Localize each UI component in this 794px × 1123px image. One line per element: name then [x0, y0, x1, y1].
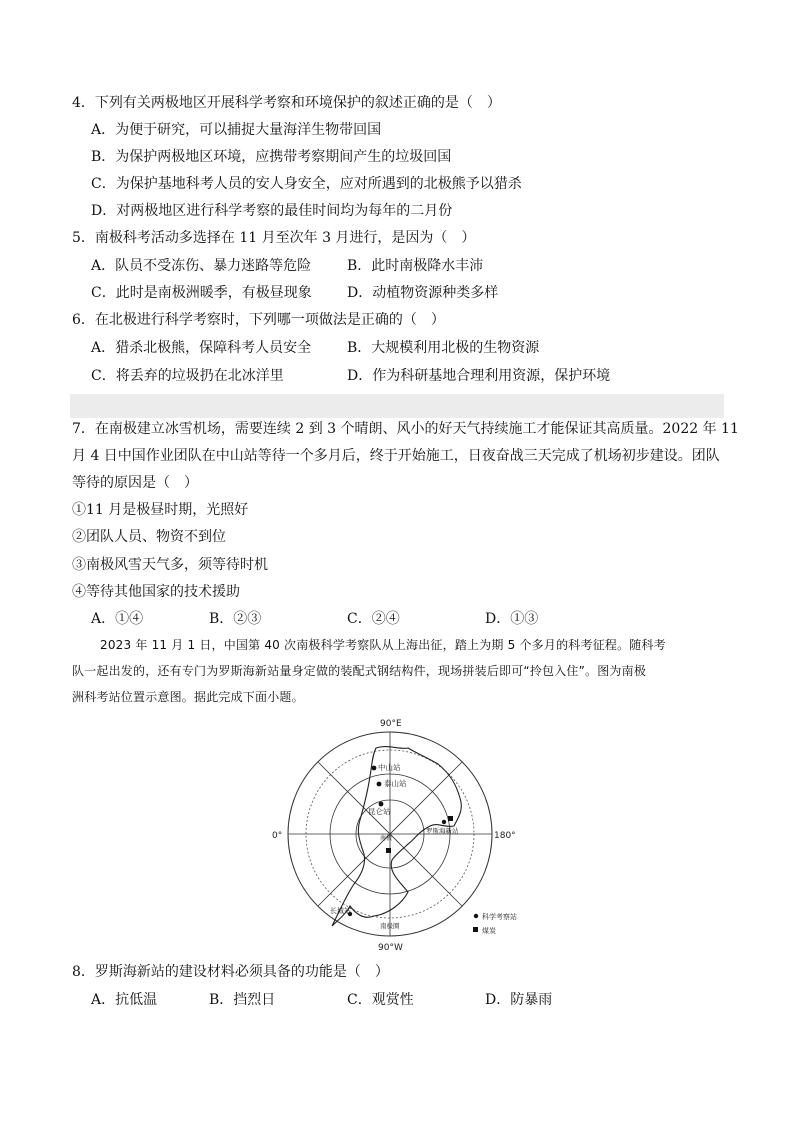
label-90e: 90°E [380, 719, 402, 729]
zhongshan-station-marker [372, 766, 377, 771]
luosihai-station-label: 罗斯海新站 [426, 827, 459, 835]
south-pole-label: 南极 [380, 835, 393, 842]
q7-option-b: B．②③ [209, 611, 262, 627]
passage-line-2: 队一起出发的，还有专门为罗斯海新站量身定做的装配式钢结构件，现场拼装后即可“拎包入住”。图为南极 [72, 664, 647, 678]
q6-option-d: D．作为科研基地合理利用资源，保护环境 [347, 368, 611, 384]
q7-option-a: A．①④ [91, 611, 144, 627]
kunlun-station-label: 昆仑站 [368, 807, 391, 816]
q5-stem: 5．南极科考活动多选择在 11 月至次年 3 月进行，是因为（ ） [72, 230, 476, 246]
legend-station-label: 科学考察站 [482, 913, 517, 921]
legend-station-icon [474, 914, 478, 918]
section-divider-band [70, 394, 724, 418]
q5-option-b: B．此时南极降水丰沛 [347, 258, 484, 274]
q6-stem: 6．在北极进行科学考察时，下列哪一项做法是正确的（ ） [72, 312, 445, 328]
label-90w: 90°W [378, 943, 403, 953]
q6-option-b: B．大规模利用北极的生物资源 [347, 340, 540, 356]
q8-option-c: C．观赏性 [347, 992, 414, 1008]
luosihai-station-marker [442, 820, 446, 824]
q8-option-b: B．挡烈日 [209, 992, 276, 1008]
q6-option-a: A．猎杀北极熊，保障科考人员安全 [91, 340, 312, 356]
q6-option-c: C．将丢弃的垃圾扔在北冰洋里 [91, 368, 284, 384]
q4-option-a: A．为便于研究，可以捕捉大量海洋生物带回国 [91, 122, 382, 138]
legend-coal-label: 煤炭 [482, 927, 496, 935]
q7-stem-line-3: 等待的原因是（ ） [72, 475, 198, 491]
q7-statement-1: ①11 月是极昼时期，光照好 [72, 502, 249, 518]
antarctic-circle-label: 南极圈 [380, 922, 400, 930]
passage-line-3: 洲科考站位置示意图。据此完成下面小题。 [72, 690, 304, 704]
antarctica-station-map [268, 714, 530, 962]
q4-option-d: D．对两极地区进行科学考察的最佳时间均为每年的二月份 [91, 203, 453, 219]
label-180: 180° [494, 831, 516, 841]
q7-stem-line-1: 7．在南极建立冰雪机场，需要连续 2 到 3 个晴朗、风小的好天气持续施工才能保证其高质量。2022 年 11 [72, 421, 739, 437]
q4-option-c: C．为保护基地科考人员的安人身安全，应对所遇到的北极熊予以猎杀 [91, 176, 522, 192]
q4-option-b: B．为保护两极地区环境，应携带考察期间产生的垃圾回国 [91, 149, 452, 165]
passage-line-1: 2023 年 11 月 1 日，中国第 40 次南极科学考察队从上海出征，踏上为期 5 个多月的科考征程。随科考 [100, 638, 666, 652]
legend-coal-icon [473, 927, 478, 932]
q5-option-d: D．动植物资源种类多样 [347, 285, 499, 301]
q5-option-a: A．队员不受冻伤、暴力迷路等危险 [91, 258, 312, 274]
passage [72, 632, 724, 710]
coal-marker-ross [448, 816, 453, 821]
taishan-station-marker [377, 782, 382, 787]
zhongshan-station-label: 中山站 [378, 763, 401, 772]
q7-statement-4: ④等待其他国家的技术援助 [72, 584, 240, 600]
q5-option-c: C．此时是南极洲暖季，有极昼现象 [91, 285, 312, 301]
antarctica-coastline [332, 747, 461, 926]
q7-statement-3: ③南极风雪天气多，须等待时机 [72, 557, 268, 573]
label-0: 0° [272, 831, 283, 841]
q8-stem: 8．罗斯海新站的建设材料必须具备的功能是（ ） [72, 964, 389, 980]
kunlun-station-marker [379, 802, 384, 807]
coal-marker-inland [386, 848, 391, 853]
taishan-station-label: 泰山站 [384, 779, 407, 788]
q8-option-a: A．抗低温 [91, 992, 158, 1008]
q7-option-d: D．①③ [485, 611, 539, 627]
q8-option-d: D．防暴雨 [485, 992, 553, 1008]
q7-option-c: C．②④ [347, 611, 400, 627]
q4-stem: 4．下列有关两极地区开展科学考察和环境保护的叙述正确的是（ ） [72, 95, 501, 111]
q7-statement-2: ②团队人员、物资不到位 [72, 529, 226, 545]
q7-stem-line-2: 月 4 日中国作业团队在中山站等待一个多月后，终于开始施工，日夜奋战三天完成了机场初步建设。团队 [72, 448, 720, 464]
changcheng-station-label: 长城站 [330, 907, 351, 915]
